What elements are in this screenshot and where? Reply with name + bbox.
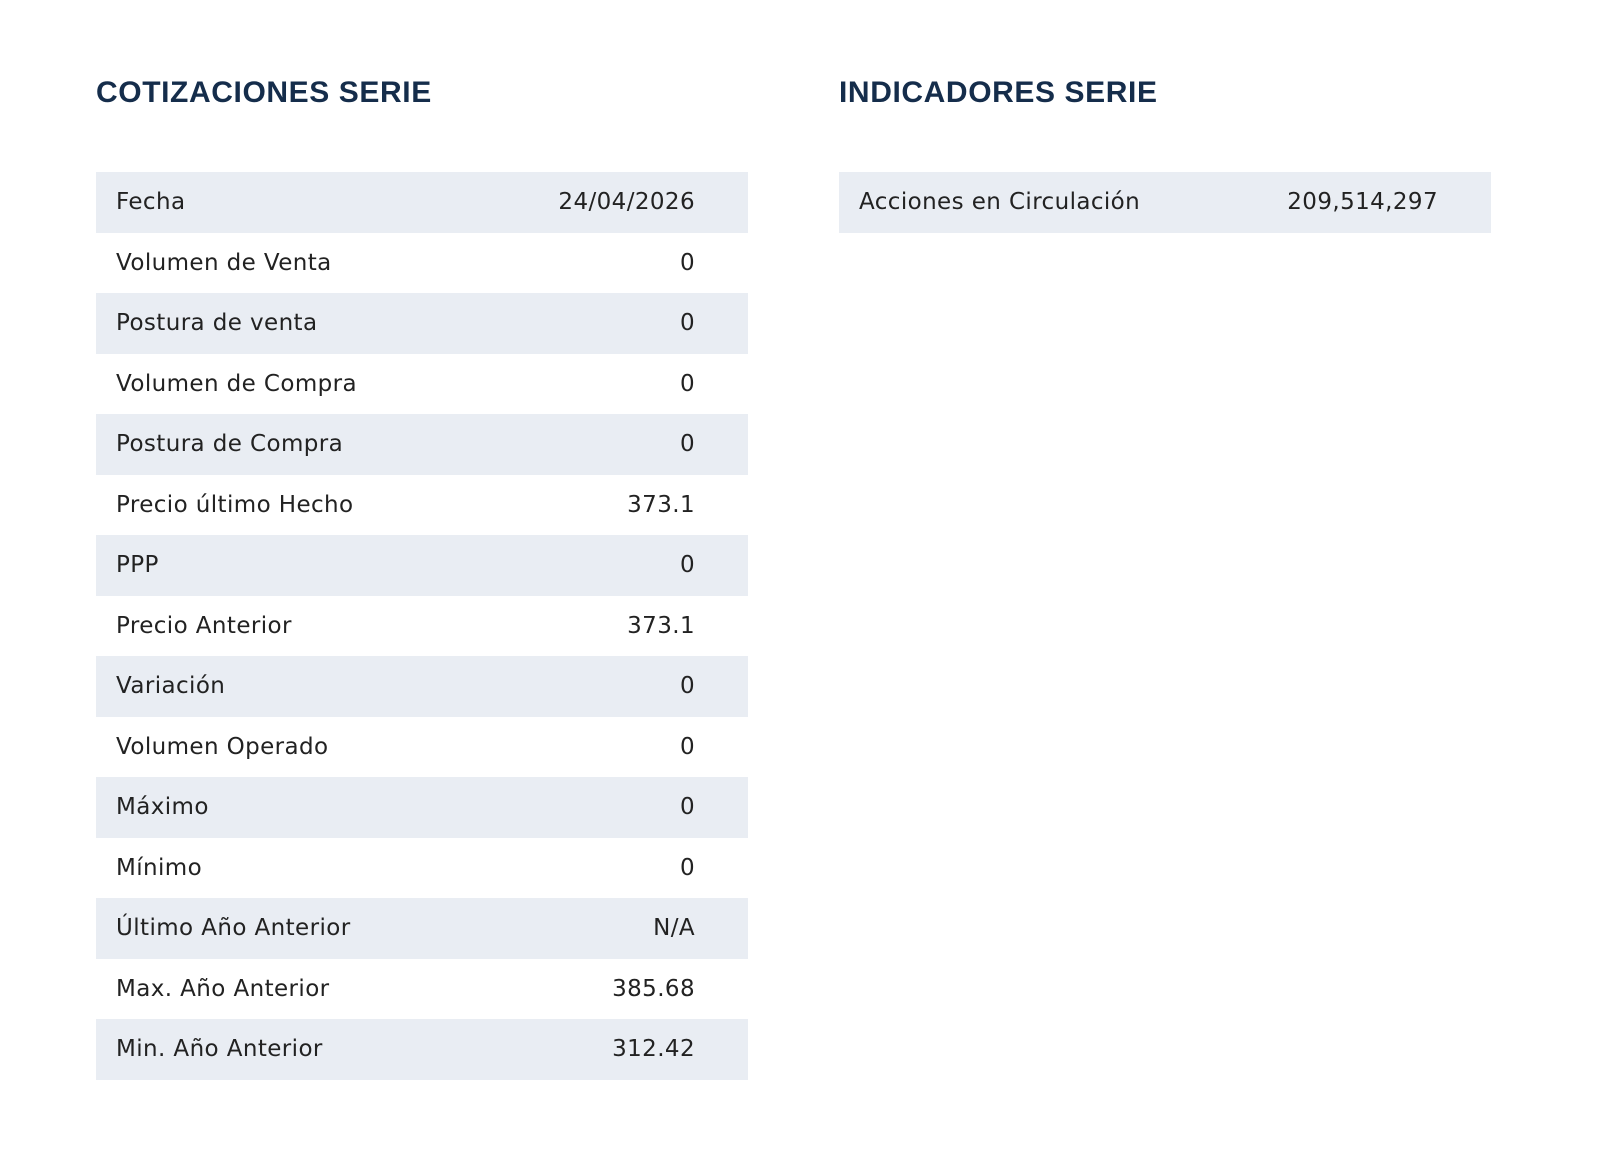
row-label: Fecha: [116, 189, 186, 216]
row-label: Último Año Anterior: [116, 915, 351, 942]
row-label: Precio último Hecho: [116, 491, 354, 518]
table-row: [96, 1019, 748, 1080]
row-label: Postura de Compra: [116, 431, 344, 458]
table-row: [96, 414, 748, 475]
row-value: 209,514,297: [1287, 189, 1438, 216]
row-value: 373.1: [627, 491, 695, 518]
table-row: [96, 596, 748, 657]
row-label: Max. Año Anterior: [116, 975, 330, 1002]
row-value: 24/04/2026: [558, 189, 695, 216]
table-row: [96, 656, 748, 717]
table-row: [96, 475, 748, 536]
row-value: 0: [679, 370, 695, 397]
table-row: [839, 172, 1491, 233]
row-label: Precio Anterior: [116, 612, 292, 639]
table-row: [96, 172, 748, 233]
indicadores-title: INDICADORES SERIE: [839, 76, 1158, 109]
row-label: Máximo: [116, 794, 209, 821]
row-label: PPP: [116, 552, 159, 579]
table-row: [96, 717, 748, 778]
row-value: 0: [679, 310, 695, 337]
row-label: Volumen de Compra: [116, 370, 357, 397]
table-row: [96, 838, 748, 899]
row-label: Volumen de Venta: [116, 249, 332, 276]
cotizaciones-title: COTIZACIONES SERIE: [96, 76, 432, 109]
row-value: 0: [679, 431, 695, 458]
row-value: 373.1: [627, 612, 695, 639]
table-row: [96, 898, 748, 959]
row-value: 312.42: [612, 1036, 695, 1063]
row-label: Variación: [116, 673, 226, 700]
row-label: Min. Año Anterior: [116, 1036, 323, 1063]
table-row: [96, 354, 748, 415]
row-value: 0: [679, 552, 695, 579]
row-value: N/A: [653, 915, 695, 942]
row-label: Acciones en Circulación: [859, 189, 1141, 216]
table-row: [96, 233, 748, 294]
row-value: 0: [679, 733, 695, 760]
indicadores-table: [839, 172, 1491, 233]
table-row: [96, 535, 748, 596]
row-label: Volumen Operado: [116, 733, 329, 760]
table-row: [96, 959, 748, 1020]
table-row: [96, 293, 748, 354]
row-value: 0: [679, 854, 695, 881]
row-value: 0: [679, 673, 695, 700]
row-label: Mínimo: [116, 854, 203, 881]
row-value: 0: [679, 249, 695, 276]
table-row: [96, 777, 748, 838]
row-value: 385.68: [612, 975, 695, 1002]
row-label: Postura de venta: [116, 310, 318, 337]
row-value: 0: [679, 794, 695, 821]
cotizaciones-table: [96, 172, 748, 1080]
